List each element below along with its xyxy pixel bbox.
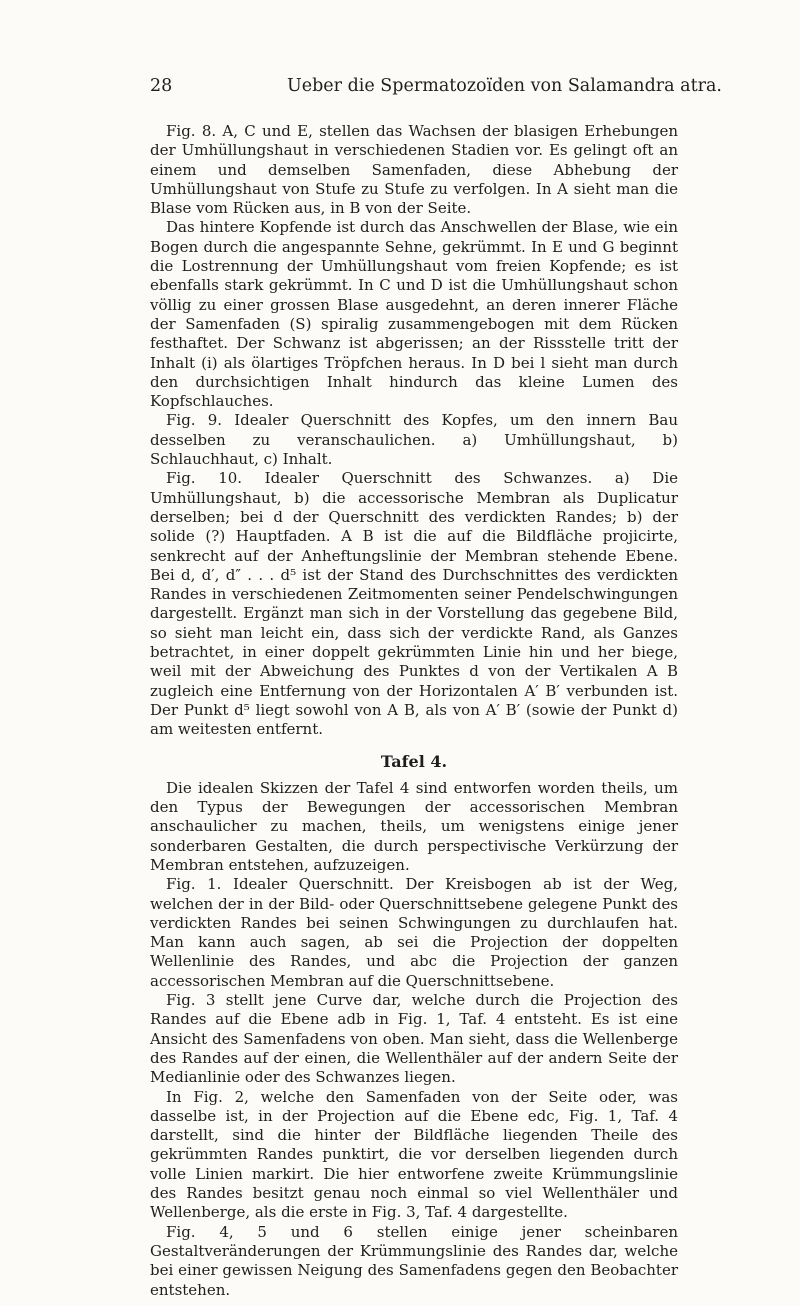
paragraph-tafel-intro: Die idealen Skizzen der Tafel 4 sind entworfen worden theils, um den Typus der Bewegungen der accessorischen Membran anschaulicher zu machen, theils, um wenigstens einige jener sonderbaren Gestalten, die durch perspectivische Verkürzung der Membran entstehen, aufzuzeigen.: [150, 778, 678, 874]
paragraph-fig10: Fig. 10. Idealer Querschnitt des Schwanzes. a) Die Umhüllungshaut, b) die accessorische Membran als Duplicatur derselben; bei d der Querschnitt des verdickten Randes; b) der solide (?) Hauptfaden. A B ist die auf die Bildfläche projicirte, senkrecht auf der Anheftungslinie der Membran stehende Ebene. Bei d, d′, d″ . . . d⁵ ist der Stand des Durchschnittes des verdickten Randes in verschiedenen Zeitmomenten seiner Pendelschwingungen dargestellt. Ergänzt man sich in der Vorstellung das gegebene Bild, so sieht man leicht ein, dass sich der verdickte Rand, als Ganzes betrachtet, in einer doppelt gekrümmten Linie hin und her biege, weil mit der Abweichung des Punktes d von der Vertikalen A B zugleich eine Entfernung von der Horizontalen A′ B′ verbunden ist. Der Punkt d⁵ liegt sowohl von A B, als von A′ B′ (sowie der Punkt d) am weitesten entfernt.: [150, 469, 678, 739]
paragraph-tafel-fig456: Fig. 4, 5 und 6 stellen einige jener scheinbaren Gestaltveränderungen der Krümmungslinie des Randes dar, welche bei einer gewissen Neigung des Samenfadens gegen den Beobachter entstehen.: [150, 1222, 678, 1299]
paragraph-fig8: Fig. 8. A, C und E, stellen das Wachsen der blasigen Erhebungen der Umhüllungshaut in verschiedenen Stadien vor. Es gelingt oft an einem und demselben Samenfaden, diese Abhebung der Umhüllungshaut von Stufe zu Stufe zu verfolgen. In A sieht man die Blase vom Rücken aus, in B von der Seite.: [150, 122, 678, 218]
paragraph-fig9: Fig. 9. Idealer Querschnitt des Kopfes, um den innern Bau desselben zu veranschaulichen. a) Umhüllungshaut, b) Schlauchhaut, c) Inhalt.: [150, 411, 678, 469]
tafel-heading: Tafel 4.: [380, 751, 448, 771]
running-title: Ueber die Spermatozoïden von Salamandra atra.: [287, 76, 722, 96]
body-text: [150, 122, 678, 1300]
paragraph-tafel-fig1: Fig. 1. Idealer Querschnitt. Der Kreisbogen ab ist der Weg, welchen der in der Bild- oder Querschnittsebene gelegene Punkt des verdickten Randes bei seinen Schwingungen zu durchlaufen hat. Man kann auch sagen, ab sei die Projection der doppelten Wellenlinie des Randes, und abc die Projection der ganzen accessorischen Membran auf die Querschnittsebene.: [150, 875, 678, 990]
page-header: [150, 76, 722, 104]
paragraph-fig8-continued: Das hintere Kopfende ist durch das Anschwellen der Blase, wie ein Bogen durch die angespannte Sehne, gekrümmt. In E und G beginnt die Lostrennung der Umhüllungshaut vom freien Kopfende; es ist ebenfalls stark gekrümmt. In C und D ist die Umhüllungshaut schon völlig zu einer grossen Blase ausgedehnt, an deren innerer Fläche der Samenfaden (S) spiralig zusammengebogen mit dem Rücken festhaftet. Der Schwanz ist abgerissen; an der Rissstelle tritt der Inhalt (i) als ölartiges Tröpfchen heraus. In D bei l sieht man durch den durchsichtigen Inhalt hindurch das kleine Lumen des Kopfschlauches.: [150, 218, 678, 411]
paragraph-tafel-fig3: Fig. 3 stellt jene Curve dar, welche durch die Projection des Randes auf die Ebene adb in Fig. 1, Taf. 4 entsteht. Es ist eine Ansicht des Samenfadens von oben. Man sieht, dass die Wellenberge des Randes auf der einen, die Wellenthäler auf der andern Seite der Medianlinie oder des Schwanzes liegen.: [150, 991, 678, 1087]
page-number: 28: [150, 76, 173, 96]
paragraph-tafel-fig2: In Fig. 2, welche den Samenfaden von der Seite oder, was dasselbe ist, in der Projection auf die Ebene edc, Fig. 1, Taf. 4 darstellt, sind die hinter der Bildfläche liegenden Theile des gekrümmten Randes punktirt, die vor derselben liegenden durch volle Linien markirt. Die hier entworfene zweite Krümmungslinie des Randes besitzt genau noch einmal so viel Wellenthäler und Wellenberge, als die erste in Fig. 3, Taf. 4 dargestellte.: [150, 1087, 678, 1222]
